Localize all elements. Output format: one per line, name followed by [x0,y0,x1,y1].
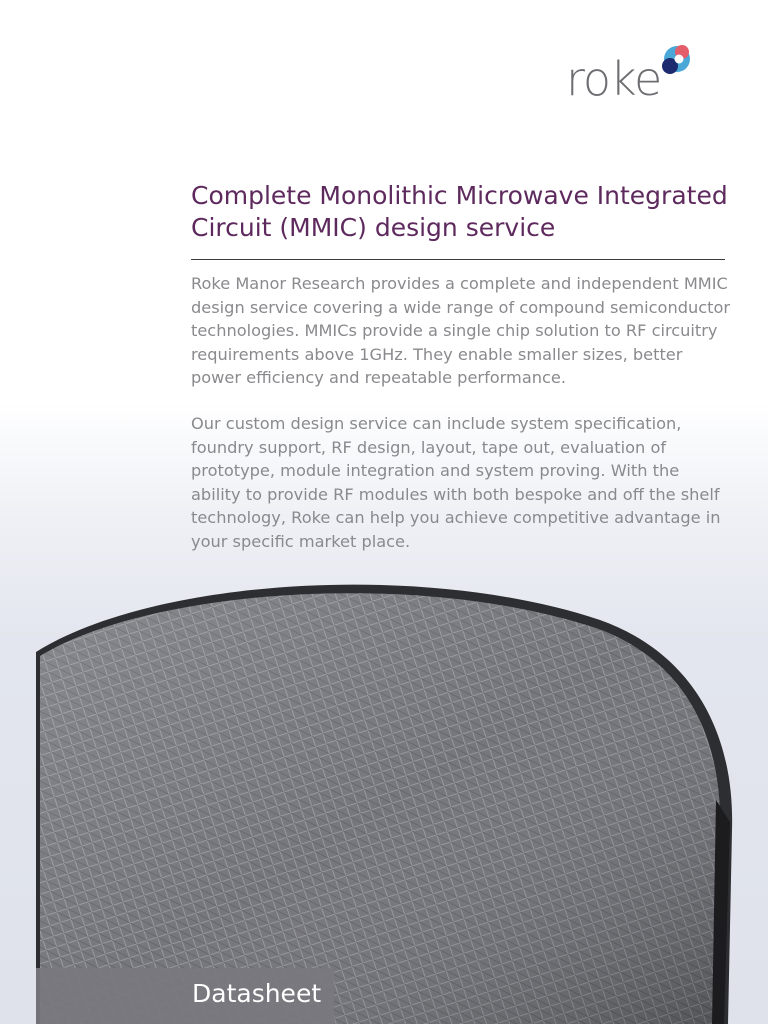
logo-wordmark: roke [566,52,662,106]
service-paragraph: Our custom design service can include system specification, foundry support, RF design, layout, tape out, evaluation of prototype, module integration and system proving. With the ability to provide RF modules with both bespoke and off the shelf technology, Roke can help you achieve competitive advantage in your specific market place. [191,414,721,551]
datasheet-label: Datasheet [192,979,322,1008]
logo-swirl-icon [658,40,696,78]
datasheet-label-band [36,968,334,1024]
roke-logo [556,38,706,108]
page-title: Complete Monolithic Microwave Integrated Circuit (MMIC) design service [191,181,728,242]
intro-paragraph: Roke Manor Research provides a complete and independent MMIC design service covering a wide range of compound semiconductor technologies. MMICs provide a single chip solution to RF circuitry requirements above 1GHz. They enable smaller sizes, better power efficiency and repeatable performance. [191,274,731,387]
title-divider [191,259,725,260]
semiconductor-wafer-image [0,560,768,1024]
